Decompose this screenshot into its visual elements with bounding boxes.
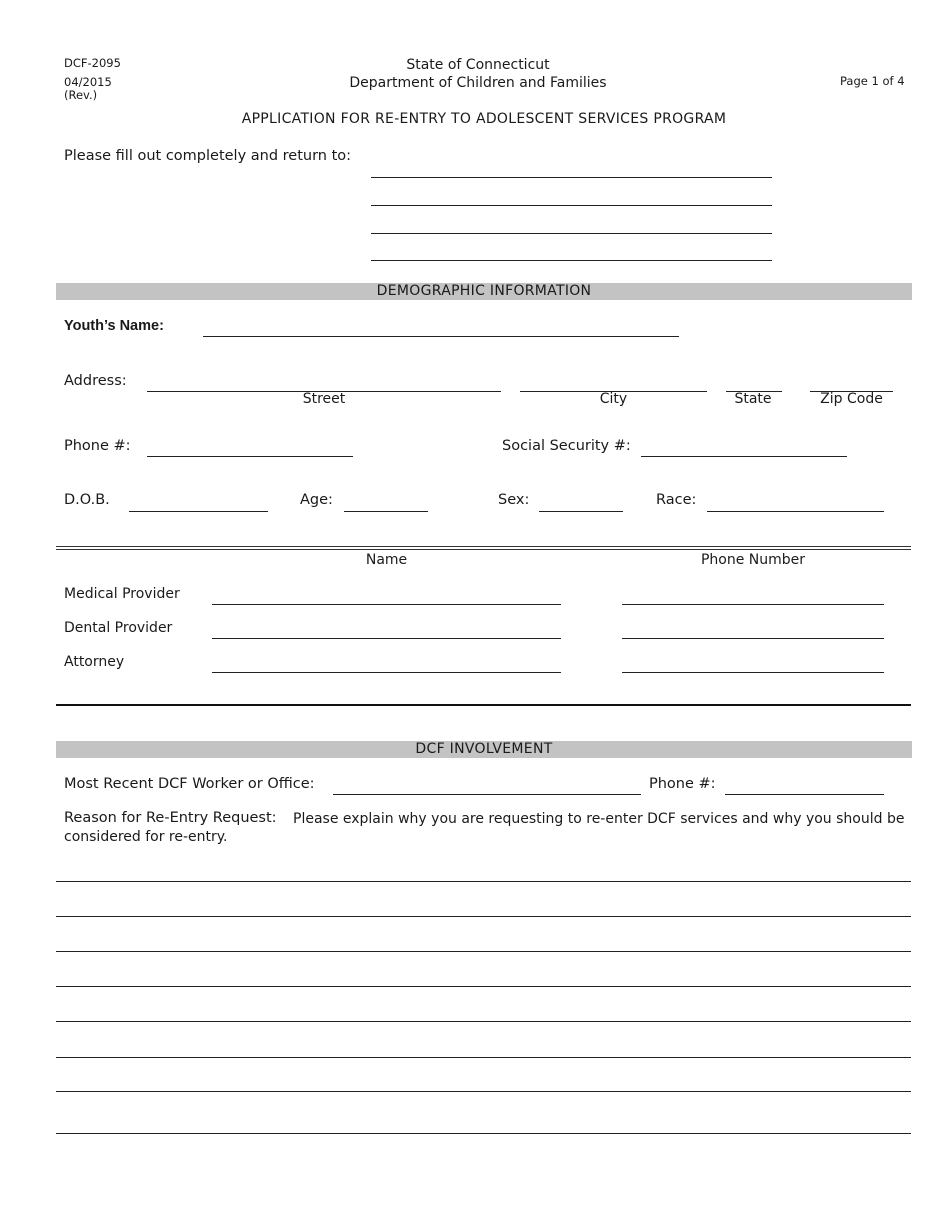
provider-name-header: Name xyxy=(365,552,408,568)
providers-top-rule-2 xyxy=(56,549,911,550)
medical-provider-label: Medical Provider xyxy=(64,586,180,602)
return-to-label: Please fill out completely and return to: xyxy=(64,148,352,164)
form-date: 04/2015 xyxy=(64,75,112,89)
dob-label: D.O.B. xyxy=(64,492,110,508)
dental-provider-label: Dental Provider xyxy=(64,620,173,636)
reason-label: Reason for Re-Entry Request: xyxy=(64,810,277,826)
attorney-phone-field[interactable] xyxy=(622,655,884,673)
sex-field[interactable] xyxy=(539,494,623,512)
dental-provider-name-field[interactable] xyxy=(212,621,561,639)
return-to-line-2[interactable] xyxy=(371,188,772,206)
sex-label: Sex: xyxy=(498,492,530,508)
dcf-phone-field[interactable] xyxy=(725,777,884,795)
zip-caption: Zip Code xyxy=(820,391,883,407)
youth-name-field[interactable] xyxy=(203,319,679,337)
form-revision: (Rev.) xyxy=(64,88,98,102)
explanation-line-2[interactable] xyxy=(56,916,911,917)
state-field[interactable] xyxy=(726,374,782,392)
dcf-worker-label: Most Recent DCF Worker or Office: xyxy=(64,776,315,792)
explanation-line-8[interactable] xyxy=(56,1133,911,1134)
dcf-worker-field[interactable] xyxy=(333,777,641,795)
age-label: Age: xyxy=(300,492,333,508)
medical-provider-name-field[interactable] xyxy=(212,587,561,605)
dcf-section-header: DCF INVOLVEMENT xyxy=(56,741,912,758)
state-name: State of Connecticut xyxy=(406,57,550,73)
reason-instructions-1: Please explain why you are requesting to re-enter DCF services and why you should be xyxy=(293,811,905,827)
street-field[interactable] xyxy=(147,374,501,392)
phone-field[interactable] xyxy=(147,439,353,457)
city-field[interactable] xyxy=(520,374,707,392)
state-caption: State xyxy=(734,391,772,407)
providers-bottom-rule xyxy=(56,704,911,706)
race-label: Race: xyxy=(656,492,697,508)
provider-phone-header: Phone Number xyxy=(700,552,806,568)
race-field[interactable] xyxy=(707,494,884,512)
ssn-label: Social Security #: xyxy=(502,438,631,454)
explanation-line-5[interactable] xyxy=(56,1021,911,1022)
explanation-line-4[interactable] xyxy=(56,986,911,987)
form-title: APPLICATION FOR RE-ENTRY TO ADOLESCENT SERVICES PROGRAM xyxy=(241,111,727,127)
city-caption: City xyxy=(599,391,628,407)
reason-instructions-2: considered for re-entry. xyxy=(64,829,228,845)
page-indicator: Page 1 of 4 xyxy=(840,74,905,88)
return-to-line-1[interactable] xyxy=(371,160,772,178)
address-label: Address: xyxy=(64,373,127,389)
return-to-line-4[interactable] xyxy=(371,243,772,261)
explanation-line-7[interactable] xyxy=(56,1091,911,1092)
form-number: DCF-2095 xyxy=(64,56,121,70)
department-name: Department of Children and Families xyxy=(349,75,607,91)
street-caption: Street xyxy=(302,391,346,407)
explanation-line-3[interactable] xyxy=(56,951,911,952)
dob-field[interactable] xyxy=(129,494,268,512)
attorney-label: Attorney xyxy=(64,654,125,670)
providers-top-rule-1 xyxy=(56,546,911,547)
zip-field[interactable] xyxy=(810,374,893,392)
medical-provider-phone-field[interactable] xyxy=(622,587,884,605)
return-to-line-3[interactable] xyxy=(371,216,772,234)
ssn-field[interactable] xyxy=(641,439,847,457)
demographic-section-header: DEMOGRAPHIC INFORMATION xyxy=(56,283,912,300)
phone-label: Phone #: xyxy=(64,438,131,454)
dental-provider-phone-field[interactable] xyxy=(622,621,884,639)
attorney-name-field[interactable] xyxy=(212,655,561,673)
age-field[interactable] xyxy=(344,494,428,512)
explanation-line-1[interactable] xyxy=(56,881,911,882)
dcf-phone-label: Phone #: xyxy=(649,776,716,792)
explanation-line-6[interactable] xyxy=(56,1057,911,1058)
youth-name-label: Youth’s Name: xyxy=(64,318,164,334)
